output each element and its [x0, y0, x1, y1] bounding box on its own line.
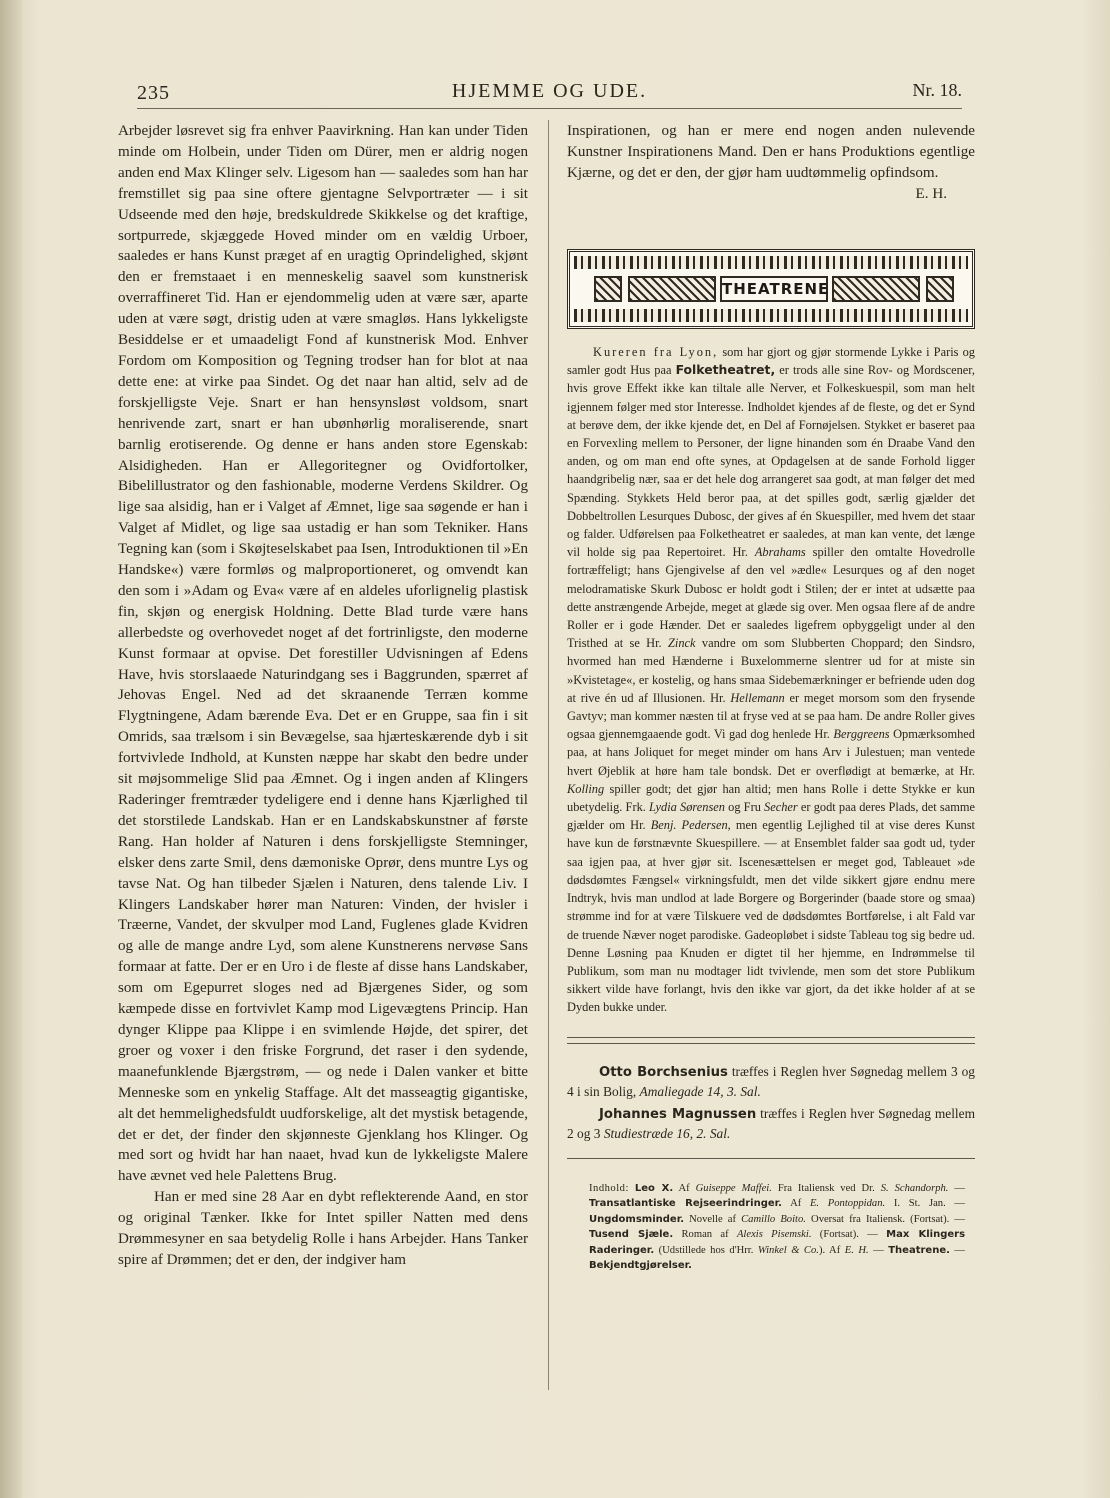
actor-name: Lydia Sørensen [649, 800, 725, 815]
banner-ornament-box [594, 276, 622, 302]
contents-author: Camillo Boito. [741, 1213, 806, 1225]
contents-title: Ungdomsminder. [589, 1213, 685, 1225]
article-paragraph: Arbejder løsrevet sig fra enhver Paavirkning. Han kan under Tiden minde om Holbein, under Tiden om Dürer, men er aldrig nogen anden end Max Klinger selv. Ligesom han — saaledes som han har fremstillet sig paa sine oftere gjentagne Selvportræter — i sit Udseende med den høje, bredskuldrede Skikkelse og det kraftige, sortpurrede, skjæggede Hoved minder om en vældig Urboer, saaledes er hans Kunst præget af en uragtig Oprindelighed, skjønt den er fremstaaet i en menneskelig saavel som kunstnerisk overraffineret Tid. Han er ejendommelig uden at være sær, aparte uden at være søgt, dristig uden at være smagløs. Hans lykkeligste Besiddelse er et umaadeligt Fond af kunstnerisk Mod. Enhver Fordom om Komposition og Tegning trodser han for blot at naa dette ene: at virke paa Sindet. Og det naar han altid, selv ad de forskjelligste Veje. Snart er han hensynsløst voldsom, snart henrivende zart, snart er han ubønhørlig moraliserende, snart barnlig erotiserende. Og denne er hans anden store Egenskab: Alsidigheden. Han er Allegoritegner og Ovidfortolker, Bibelillustrator og den fashionable, moderne Verdens Skildrer. Og lige saa alsidig, han er i Valget af Æmnet, lige saa søgende er han i Valget af Midlet, og lige saa ustadig er han som Tekniker. Hans Tegning kan (som i Skøjteselskabet paa Isen, Introduktionen til »En Handske«) være formløs og malproportioneret, og omvendt kan den som i »Adam og Eva« være af en aldeles uforlignelig plastisk fin, skjøn og energisk Holdning. Dette Blad turde være hans allerbedste og overhovedet noget af det fortrinligste, den moderne Kunst formaar at opvise. Det forestiller Udvisningen af Edens Have, hvis storslaaede Naturindgang ses i Baggrunden, spærret af Jehovas Engel. Ned ad det skraanende Terræn komme Flygtningene, Adam bærende Eva. Det er en Gruppe, saa fin i sit Omrids, saa trælsom i sin Bevægelse, saa hjærteskærende dyb i sit fortvivlede Indhold, at Kunsten næppe har skabt den bedre under sit møjsommelige Slid paa Æmnet. Og i ingen anden af Klingers Raderinger fremtræder tydeligere end i denne hans Kjærlighed til det storstilede Landskab. Han er en Landskabskunstner af første Rang. Han holder af Naturen i dens forskjelligste Stemninger, elsker dens zarte Smil, dens dæmoniske Oprør, dens muntre Lys og tavse Nat. Og han tilbeder Sjælen i Naturen, dens talende Liv. I Klingers Landskaber hører man Naturen: Vinden, der hvisler i Træerne, Vandet, der skvulper mod Land, Fuglenes glade Kvidren og alle de mange andre Lyd, som alene Kunstnerens nervøse Sans formaar at fatte. Der er en Uro i de fleste af disse hans Landskaber, som om Egepurret sloges ned ad Bjærgenes Sider, og som kæmpede disse en fortvivlet Kamp mod Ligevægtens Princip. Han dynger Klippe paa Klippe i en svimlende Højde, det spirer, det groer og voxer i den friske Forgrund, det raser i den sydende, maanefunklende Bjærgstrøm, — og nede i Dalen vanker et bitte Menneske som en ynkelig Staffage. Alt det masseagtig gigantiske, alt det hemmelighedsfuldt uudforskelige, alt det mystisk betagende, det er det, der finder den skjønneste Gjenklang hos Klinger. Og med sort og hvidt har han naaet, hvad kun de lykkeligste Malere have ævnet ved hele Palettens Brug. [118, 123, 528, 1185]
actor-name: Abrahams [754, 545, 806, 560]
continuation-text: Inspirationen, og han er mere end nogen anden nulevende Kunstner Inspirationens Mand. Den er hans Produktions egentlige Kjærne, og det er den, der gjør ham uudtømmelig opfindsom. [567, 123, 975, 181]
review-text: spiller godt; det gjør han altid; men hans Rolle i dette Stykke er kun ubetydelig. Frk. [567, 781, 975, 815]
theatre-section-banner [567, 249, 975, 329]
contents-text: Fra Italiensk ved Dr. [771, 1182, 881, 1194]
play-title: Kureren fra Lyon, [593, 345, 719, 359]
review-text: men egentlig Lejlighed til at vise deres Kunst have kun de førstnævnte Skuespillere. — at Ensemblet falder saa godt ud, tyder saa igjen paa, at hver gjør sit. Iscenesættelsen er meget god, Tableauet »de dødsdømtes Fængsel« virkningsfuldt, men det vilde sikkert gjøre endnu mere Indtryk, hvis man undlod at lade Borgere og Borgerinder (baade store og smaa) strømme ind for at være Tilskuere ved de dødsdømtes Bortførelse, i alt Fald var de truende Næver noget parodiske. Gadeopløbet i sidste Tableau tog sig bedre ud. Denne Løsning paa Knuden er digtet til her hjemme, en Indrømmelse til Publikum, som man nu modtager lidt tvivlende, men som det store Publikum sikkert vilde have forlangt, hvis den ikke var gjort, da det ikke holder af at se Dyden bukke under. [567, 818, 975, 1015]
contents-title: Tusend Sjæle. [589, 1229, 674, 1241]
contents-title: Bekjendtgjørelser. [589, 1260, 692, 1272]
contents-text: ). Af [818, 1244, 845, 1256]
author-signature: E. H. [915, 186, 947, 202]
review-text: spiller den omtalte Hovedrolle fortræffeligt; hans Gjengivelse af den vel »ædle« Lesurques og af den noget melodramatiske Skurk Dubosc er holdt godt i Stilen; der er intet at udsætte paa dette anstrængende Arbejde, meget at glæde sig over. Men ogsaa flere af de andre Roller er i gode Hænder. Det er saaledes ligefrem opbyggeligt under al den Tristhed at se Hr. [567, 545, 976, 651]
contents-text: — [948, 1182, 965, 1194]
contents-author: Guiseppe Maffei. [695, 1182, 772, 1194]
contents-title: Transatlantiske Rejseerindringer. [589, 1198, 782, 1210]
announcement-address: Studiestræde 16, 2. Sal. [603, 1126, 731, 1142]
contents-text: (Fortsat). — [811, 1229, 887, 1241]
contents-text: — [868, 1244, 889, 1256]
double-rule-divider [567, 1037, 975, 1044]
contents-text: Af [673, 1182, 696, 1194]
actor-name: Benj. Pedersen, [650, 818, 731, 833]
contents-author: Alexis Pisemski. [736, 1229, 812, 1241]
contents-text: Roman af [673, 1229, 737, 1241]
theatre-review [567, 343, 975, 1017]
theatre-name: Folketheatret, [675, 362, 776, 378]
binding-edge [0, 0, 22, 1498]
contents-text: Oversat fra Italiensk. (Fortsat). — [805, 1213, 965, 1225]
announcement-address: Amaliegade 14, 3. Sal. [639, 1084, 761, 1100]
article-continuation [567, 121, 975, 205]
actor-name: Kolling [567, 781, 605, 796]
contents-title: Leo X. [634, 1182, 674, 1194]
announcement-name: Otto Borchsenius [599, 1064, 728, 1080]
review-text: Opmærksomhed paa, at hans Joliquet for meget minder om hans Arv i Julestuen; man ventede hvert Øjeblik at høre ham tale bondsk. Det er overflødigt at bemærke, at Hr. [567, 727, 975, 778]
announcement [567, 1104, 975, 1144]
article-left-column [118, 121, 528, 1271]
actor-name: Zinck [668, 636, 696, 651]
right-column [567, 121, 975, 1274]
contents-text: — [949, 1244, 965, 1256]
banner-ornament-box [832, 276, 920, 302]
contents-text: (Udstillede hos d'Hrr. [654, 1244, 758, 1256]
announcements [567, 1062, 975, 1144]
rule-divider [567, 1158, 975, 1159]
banner-ornament-box [926, 276, 954, 302]
actor-name: Hellemann [730, 690, 785, 705]
announcement-text: træffes i Reglen hver Søgnedag mellem 2 og 3 [567, 1105, 975, 1142]
contents-title: Max Klingers Raderinger. [589, 1229, 966, 1256]
review-text: er trods alle sine Rov- og Mordscener, hvis grove Effekt ikke kan tiltale alle Nerver, et Folkeskuespil, som man helt igjennem følger med stor Interesse. Indholdet kjendes af de fleste, og det er Synd at berøve dem, der ikke kjende det, en Del af Fornøjelsen. Stykket er baseret paa en Forvexling mellem to Personer, der ligne hinanden som én Draabe Vand den anden, og om man end ofte synes, at Opdagelsen at de sande Forhold ligger haandgribelig nær, saa er det hele dog arrangeret saa godt, at man følger det med Spænding. Stykkets Held beror paa, at det spilles godt, særlig gjælder det Dobbeltrollen Lesurques Dubosc, der gives af én Skuespiller, med hvem det staar og falder. Udførelsen paa Folketheatret er saaledes, at man kan vente, det længe vil holde sig paa Repertoiret. Hr. [567, 363, 976, 560]
banner-ornament-top [574, 256, 968, 269]
article-paragraph: Han er med sine 28 Aar en dybt reflekterende Aand, en stor og original Tænker. Ikke for Intet spiller Natten med dens Drømmesyner en saa betydelig Rolle i hans Arbejder. Hans Tanker spire af Drømmen; det er den, der indgiver ham [118, 1189, 528, 1268]
table-of-contents [567, 1181, 975, 1274]
contents-text: Af [781, 1198, 810, 1210]
review-text: er godt paa deres Plads, det samme gjælder om Hr. [567, 800, 975, 833]
section-title: THEATRENE [720, 276, 828, 302]
page-number: 235 [137, 82, 170, 104]
page-header [137, 78, 962, 109]
contents-label: Indhold: [589, 1182, 629, 1194]
review-text: og Fru [724, 800, 765, 815]
contents-author: E. H. [844, 1244, 869, 1256]
column-divider [548, 120, 549, 1390]
contents-text: I. St. Jan. — [885, 1198, 966, 1210]
review-text: er meget morsom som den frysende Gavtyv; man kommer næsten til at fryse ved at se paa ham. De andre Roller gives ogsaa gjennemgaaende godt. Vi gad dog henlede Hr. [567, 690, 975, 742]
announcement [567, 1062, 975, 1102]
review-text: vandre om som Slubberten Choppard; den Sindsro, hvormed han med Hænderne i Buxelommerne slentrer ud for at miste sin »Kvistetage«, er kostelig, og hans smaa Sidebemærkninger er befriende uden dog at rive én ud af Illusionen. Hr. [567, 636, 976, 705]
actor-name: Berggreens [833, 727, 890, 742]
running-title: HJEMME OG UDE. [451, 80, 648, 102]
contents-text: Novelle af [684, 1213, 742, 1225]
review-paragraph [567, 343, 975, 1017]
contents-title: Theatrene. [888, 1244, 950, 1256]
issue-number: Nr. 18. [912, 80, 962, 100]
contents-author: E. Pontoppidan. [809, 1198, 886, 1210]
banner-ornament-box [628, 276, 716, 302]
review-text: som har gjort og gjør stormende Lykke i Paris og samler godt Hus paa [567, 345, 975, 378]
contents-author: S. Schandorph. [880, 1182, 949, 1194]
announcement-text: træffes i Reglen hver Søgnedag mellem 3 og 4 i sin Bolig, [567, 1063, 975, 1100]
banner-ornament-bottom [574, 309, 968, 322]
contents-author: Winkel & Co. [757, 1244, 819, 1256]
actor-name: Secher [764, 800, 798, 815]
announcement-name: Johannes Magnussen [599, 1106, 757, 1122]
